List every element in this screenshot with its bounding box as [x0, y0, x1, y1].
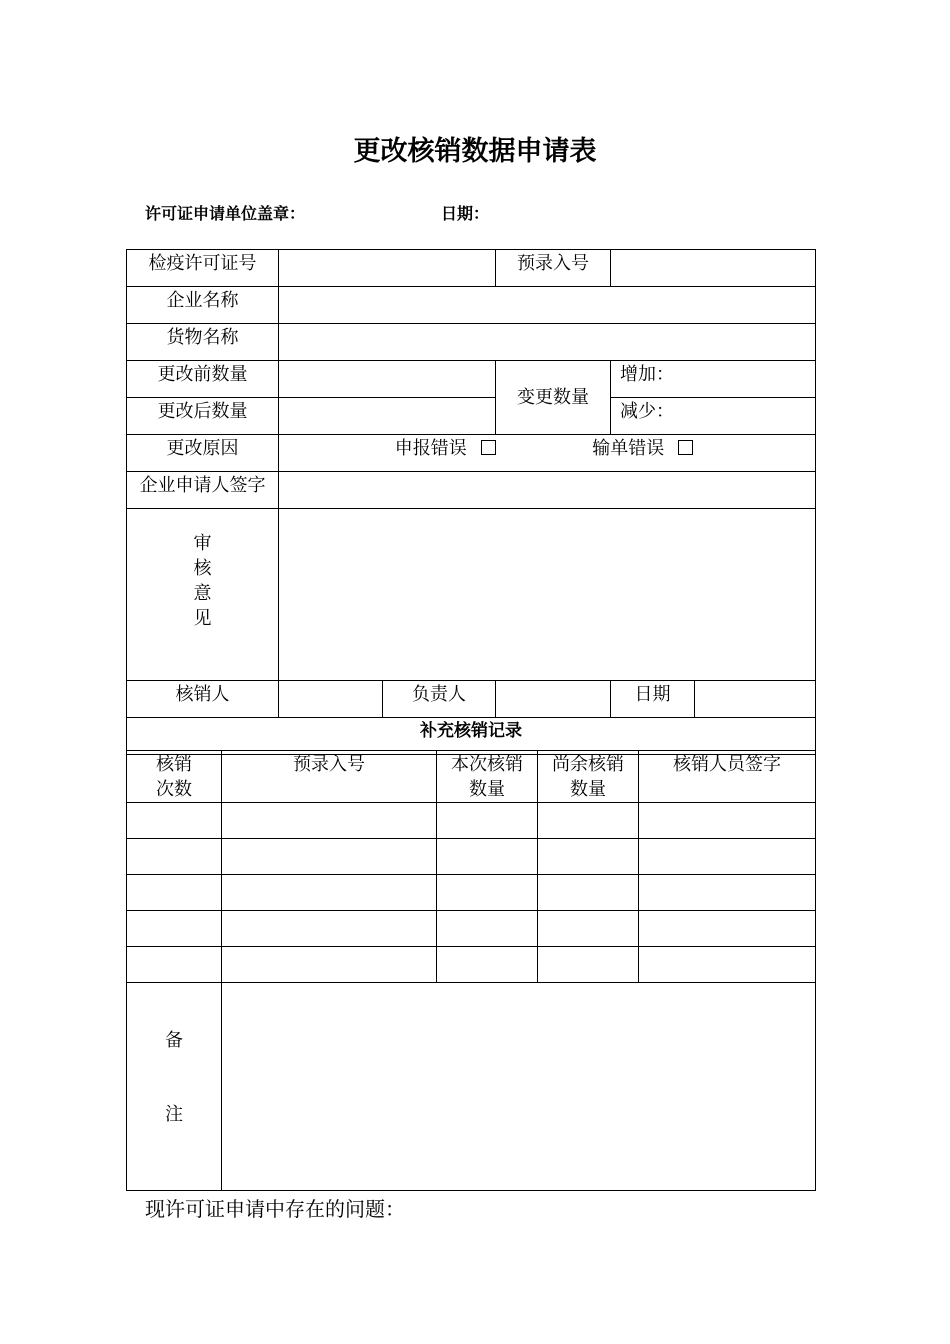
- review-opinion-label: [127, 509, 279, 681]
- qty-after-label: 更改后数量: [127, 398, 279, 435]
- remarks-char: 注: [165, 1104, 183, 1125]
- table-cell[interactable]: [538, 875, 639, 911]
- verifier-field[interactable]: [279, 681, 383, 718]
- decrease-field[interactable]: 减少：: [611, 398, 816, 435]
- company-name-field[interactable]: [279, 287, 816, 324]
- col-header-count: [127, 751, 222, 803]
- review-char: 见: [193, 608, 212, 629]
- declare-error-checkbox[interactable]: [481, 440, 496, 455]
- table-row: [127, 947, 816, 983]
- header-date-label: 日期：: [441, 204, 490, 223]
- permit-no-field[interactable]: [279, 250, 496, 287]
- applicant-signature-label: 企业申请人签字: [127, 472, 279, 509]
- main-form-table: [126, 249, 816, 755]
- review-char: 意: [193, 583, 212, 604]
- table-row: [127, 911, 816, 947]
- col-header-signature: [639, 751, 816, 803]
- table-cell[interactable]: [639, 947, 816, 983]
- increase-field[interactable]: 增加：: [611, 361, 816, 398]
- table-cell[interactable]: [127, 947, 222, 983]
- col-header-line: 核销人员签字: [673, 754, 781, 775]
- table-cell[interactable]: [639, 875, 816, 911]
- goods-name-label: 货物名称: [127, 324, 279, 361]
- col-header-line: 数量: [570, 779, 606, 800]
- change-reason-options: [279, 435, 816, 472]
- table-cell[interactable]: [639, 839, 816, 875]
- table-row: [127, 875, 816, 911]
- person-in-charge-field[interactable]: [496, 681, 611, 718]
- bottom-date-label: 日期: [611, 681, 695, 718]
- company-name-label: 企业名称: [127, 287, 279, 324]
- col-header-line: 预录入号: [293, 754, 365, 775]
- table-cell[interactable]: [538, 839, 639, 875]
- table-cell[interactable]: [437, 839, 538, 875]
- table-cell[interactable]: [127, 875, 222, 911]
- qty-after-field[interactable]: [279, 398, 496, 435]
- table-cell[interactable]: [538, 803, 639, 839]
- table-cell[interactable]: [222, 875, 437, 911]
- table-cell[interactable]: [127, 911, 222, 947]
- col-header-line: 次数: [156, 779, 192, 800]
- table-cell[interactable]: [538, 947, 639, 983]
- table-cell[interactable]: [538, 911, 639, 947]
- table-cell[interactable]: [222, 839, 437, 875]
- verifier-label: 核销人: [127, 681, 279, 718]
- remarks-field[interactable]: [222, 983, 816, 1191]
- table-row: [127, 839, 816, 875]
- remarks-char: 备: [165, 1030, 183, 1051]
- permit-no-label: 检疫许可证号: [127, 250, 279, 287]
- table-cell[interactable]: [639, 803, 816, 839]
- bottom-date-field[interactable]: [695, 681, 816, 718]
- table-cell[interactable]: [127, 839, 222, 875]
- table-row: [127, 803, 816, 839]
- table-cell[interactable]: [222, 947, 437, 983]
- review-char: 审: [193, 533, 212, 554]
- change-reason-label: 更改原因: [127, 435, 279, 472]
- table-cell[interactable]: [127, 803, 222, 839]
- existing-issues-label: 现许可证申请中存在的问题：: [145, 1197, 405, 1221]
- review-opinion-field[interactable]: [279, 509, 816, 681]
- input-error-checkbox[interactable]: [678, 440, 693, 455]
- supplement-table: [126, 750, 816, 1191]
- table-cell[interactable]: [222, 803, 437, 839]
- col-header-remaining-qty: [538, 751, 639, 803]
- supplement-title: 补充核销记录: [127, 718, 816, 755]
- table-cell[interactable]: [437, 875, 538, 911]
- col-header-line: 本次核销: [451, 754, 523, 775]
- applicant-signature-field[interactable]: [279, 472, 816, 509]
- remarks-label: [127, 983, 222, 1191]
- col-header-pre-entry: [222, 751, 437, 803]
- page-title: 更改核销数据申请表: [353, 136, 597, 167]
- review-char: 核: [193, 558, 212, 579]
- qty-before-field[interactable]: [279, 361, 496, 398]
- qty-before-label: 更改前数量: [127, 361, 279, 398]
- applicant-stamp-label: 许可证申请单位盖章：: [145, 204, 306, 223]
- qty-change-label: 变更数量: [496, 361, 611, 435]
- person-in-charge-label: 负责人: [383, 681, 496, 718]
- goods-name-field[interactable]: [279, 324, 816, 361]
- table-cell[interactable]: [437, 911, 538, 947]
- col-header-line: 尚余核销: [552, 754, 624, 775]
- col-header-line: 数量: [469, 779, 505, 800]
- pre-entry-no-label: 预录入号: [496, 250, 611, 287]
- pre-entry-no-field[interactable]: [611, 250, 816, 287]
- table-cell[interactable]: [437, 803, 538, 839]
- declare-error-label: 申报错误: [394, 438, 467, 459]
- table-cell[interactable]: [437, 947, 538, 983]
- input-error-label: 输单错误: [592, 438, 665, 459]
- col-header-this-qty: [437, 751, 538, 803]
- table-cell[interactable]: [222, 911, 437, 947]
- table-cell[interactable]: [639, 911, 816, 947]
- col-header-line: 核销: [156, 754, 192, 775]
